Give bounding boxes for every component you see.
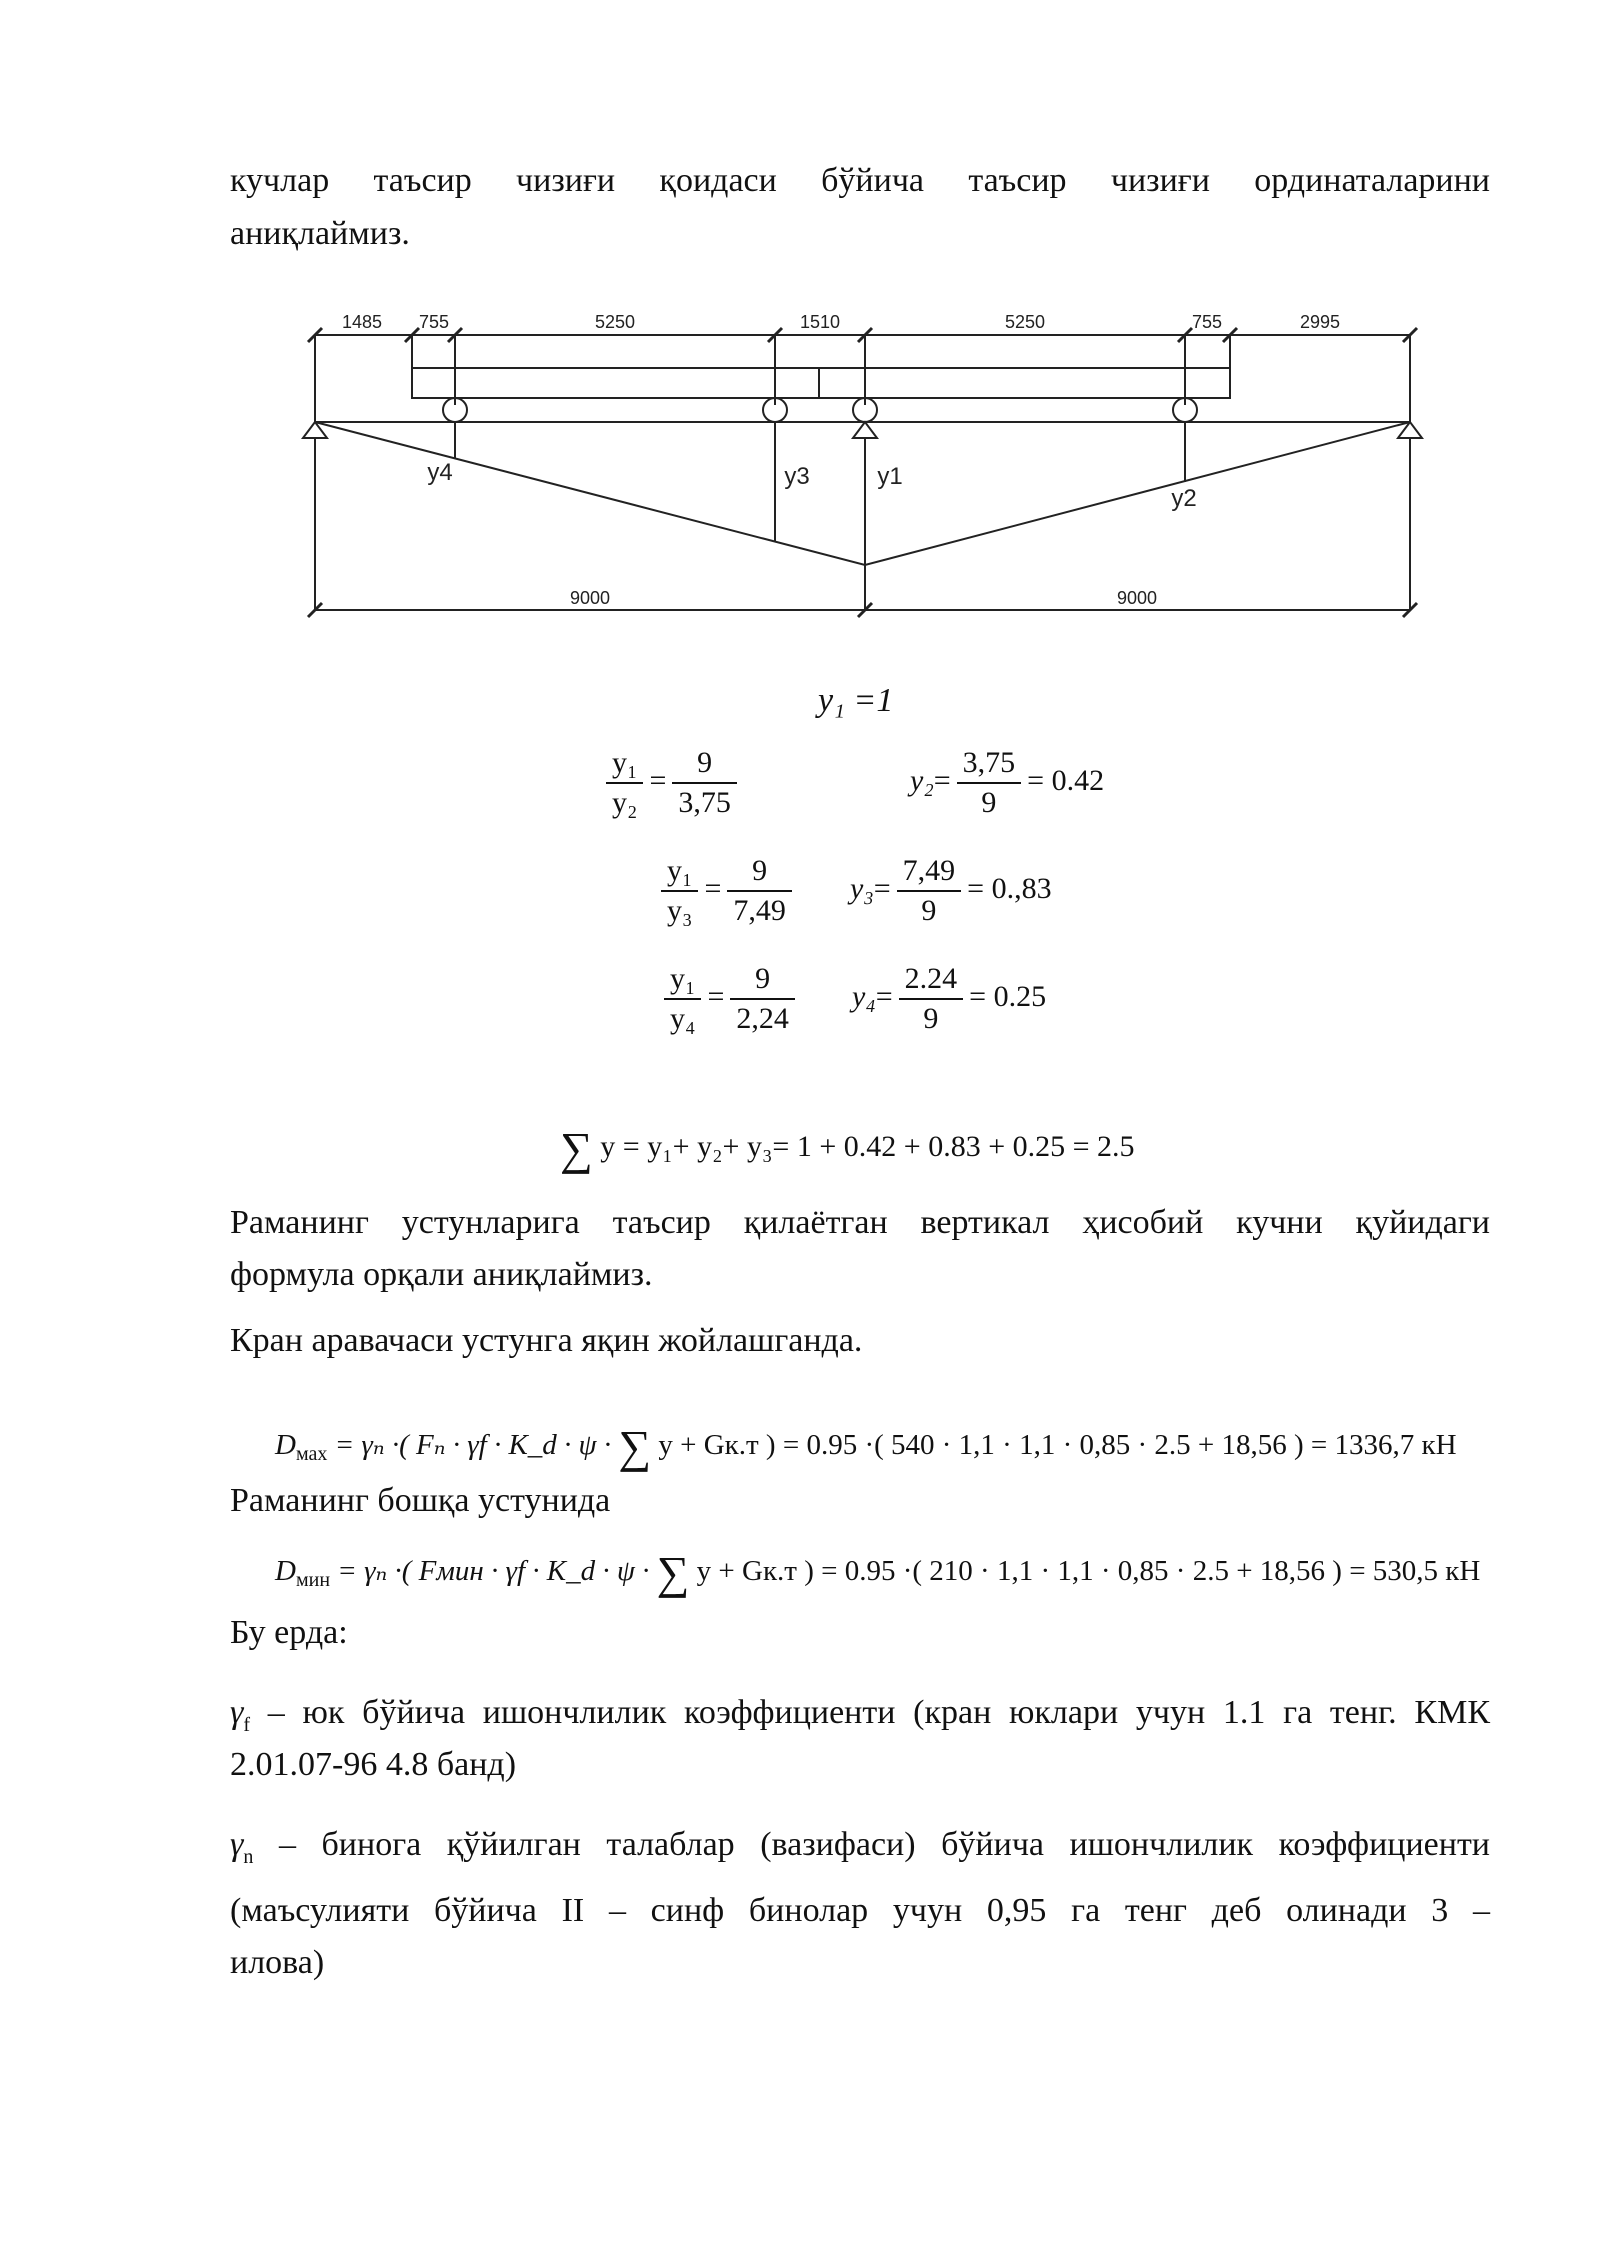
dmin-rest: y + Gк.т ) = 0.95 ·( 210 · 1,1 · 1,1 · 0,85 · 2.5 + 18,56 ) = 530,5 кН xyxy=(696,1555,1481,1587)
gn-def-line-3: илова) xyxy=(230,1944,325,1981)
dmax-sigma: ∑ xyxy=(618,1421,652,1472)
r2-lhs-num: y₁ xyxy=(661,852,698,892)
label-y3: y3 xyxy=(784,463,810,490)
para1-line-1: Раманинг устунларига таъсир қилаётган вертикал ҳисобий кучни қуйидаги xyxy=(230,1204,1490,1241)
result-row-1: y₂= $\frac{3,75}{9}$ = 0.42 xyxy=(910,744,1104,822)
label-y1: y1 xyxy=(877,463,903,490)
r3-rhs-den: 2,24 xyxy=(736,1002,789,1035)
dmin-lhs-sub: мин xyxy=(295,1569,331,1591)
label-y4: y4 xyxy=(427,459,453,486)
dim-755-left: 755 xyxy=(418,312,450,332)
ratio-row-3: $\frac{\text{y₁}}{\text{y₄}}$ = $\frac{9}{2,24}$ xyxy=(658,960,801,1038)
crane-bridge-upper xyxy=(412,368,1230,398)
y1-equals-1: y₁ =1 xyxy=(818,682,894,719)
gn-symbol: γ xyxy=(230,1826,244,1863)
dim-1510: 1510 xyxy=(799,312,841,332)
r1-rhs-num: 9 xyxy=(672,744,737,784)
r1-res-var: y₂ xyxy=(910,763,934,797)
ratio-row-2: $\frac{\text{y₁}}{\text{y₃}}$ = $\frac{9}{7,49}$ xyxy=(655,852,798,930)
r1-lhs-den: y₂ xyxy=(612,786,638,819)
dmin-sigma: ∑ xyxy=(656,1547,690,1598)
intro-line-1: кучлар таъсир чизиғи қоидаси бўйича таъсир чизиғи ординаталарини xyxy=(230,162,1490,199)
r1-res-val: 0.42 xyxy=(1051,763,1105,797)
influence-line-diagram xyxy=(300,310,1470,640)
gf-text-1: – юк бўйича ишончлилик коэффициенти (кран юклари учун 1.1 га тенг. КМК xyxy=(250,1694,1490,1731)
dim-5250-left: 5250 xyxy=(594,312,636,332)
gf-sub: f xyxy=(243,1713,251,1736)
r2-rhs-den: 7,49 xyxy=(733,894,786,927)
gn-sub: n xyxy=(243,1845,254,1868)
dmax-rest: y + Gк.т ) = 0.95 ·( 540 · 1,1 · 1,1 · 0,85 · 2.5 + 18,56 ) = 1336,7 кН xyxy=(658,1429,1457,1461)
dmax-formula xyxy=(275,1420,1457,1473)
dim-9000-right: 9000 xyxy=(1116,588,1158,608)
r2-res-val: 0.,83 xyxy=(991,871,1052,905)
label-y2: y2 xyxy=(1171,485,1197,512)
dmax-lhs-sub: мах xyxy=(295,1443,328,1465)
r3-rhs-num: 9 xyxy=(730,960,795,1000)
r3-res-num: 2.24 xyxy=(899,960,964,1000)
dmax-lhs: D xyxy=(275,1429,296,1461)
para2: Кран аравачаси устунга яқин жойлашганда. xyxy=(230,1322,863,1359)
r2-res-var: y₃ xyxy=(850,871,874,905)
dim-5250-right: 5250 xyxy=(1004,312,1046,332)
result-row-2: y₃= $\frac{7,49}{9}$ = 0.,83 xyxy=(850,852,1052,930)
r1-res-den: 9 xyxy=(981,786,997,819)
result-row-3: y₄= $\frac{2.24}{9}$ = 0.25 xyxy=(852,960,1046,1038)
sum-text: y = y₁+ y₂+ y₃= 1 + 0.42 + 0.83 + 0.25 = 2.5 xyxy=(600,1130,1135,1163)
r3-res-val: 0.25 xyxy=(993,979,1047,1013)
ratio-row-1: $\frac{\text{y₁}}{\text{y₂}}$ = $\frac{9}{3,75}$ xyxy=(600,744,743,822)
r3-lhs-num: y₁ xyxy=(664,960,701,1000)
dim-1485: 1485 xyxy=(341,312,383,332)
r2-res-num: 7,49 xyxy=(897,852,962,892)
dim-9000-left: 9000 xyxy=(569,588,611,608)
dim-755-right: 755 xyxy=(1191,312,1223,332)
r1-rhs-den: 3,75 xyxy=(678,786,731,819)
gf-def-line-2: 2.01.07-96 4.8 банд) xyxy=(230,1746,517,1783)
r3-lhs-den: y₄ xyxy=(670,1002,696,1035)
dmin-lhs: D xyxy=(275,1555,296,1587)
dim-2995: 2995 xyxy=(1299,312,1341,332)
sigma-symbol: ∑ xyxy=(560,1123,593,1174)
r1-lhs-num: y₁ xyxy=(606,744,643,784)
para4: Бу ерда: xyxy=(230,1614,348,1651)
para1-line-2: формула орқали аниқлаймиз. xyxy=(230,1256,653,1293)
support-middle xyxy=(853,422,877,438)
r1-res-num: 3,75 xyxy=(957,744,1022,784)
gf-symbol: γ xyxy=(230,1694,244,1731)
r2-rhs-num: 9 xyxy=(727,852,792,892)
r2-res-den: 9 xyxy=(921,894,937,927)
intro-line-2: аниқлаймиз. xyxy=(230,215,410,252)
gn-text-1: – бинога қўйилган талаблар (вазифаси) бўйича ишончлилик коэффициенти xyxy=(253,1826,1490,1863)
dmax-body: = γₙ ·( Fₙ · γf · K_d · ψ · xyxy=(334,1429,619,1461)
gn-def-line-2: (маъсулияти бўйича II – синф бинолар учун 0,95 га тенг деб олинади 3 – xyxy=(230,1892,1490,1929)
para3: Раманинг бошқа устунида xyxy=(230,1482,611,1519)
r2-lhs-den: y₃ xyxy=(667,894,693,927)
r3-res-den: 9 xyxy=(923,1002,939,1035)
dmin-body: = γₙ ·( Fмин · γf · K_d · ψ · xyxy=(337,1555,657,1587)
sum-equation xyxy=(560,1122,1135,1175)
dmin-formula xyxy=(275,1546,1480,1599)
influence-line xyxy=(315,422,1410,565)
r3-res-var: y₄ xyxy=(852,979,876,1013)
